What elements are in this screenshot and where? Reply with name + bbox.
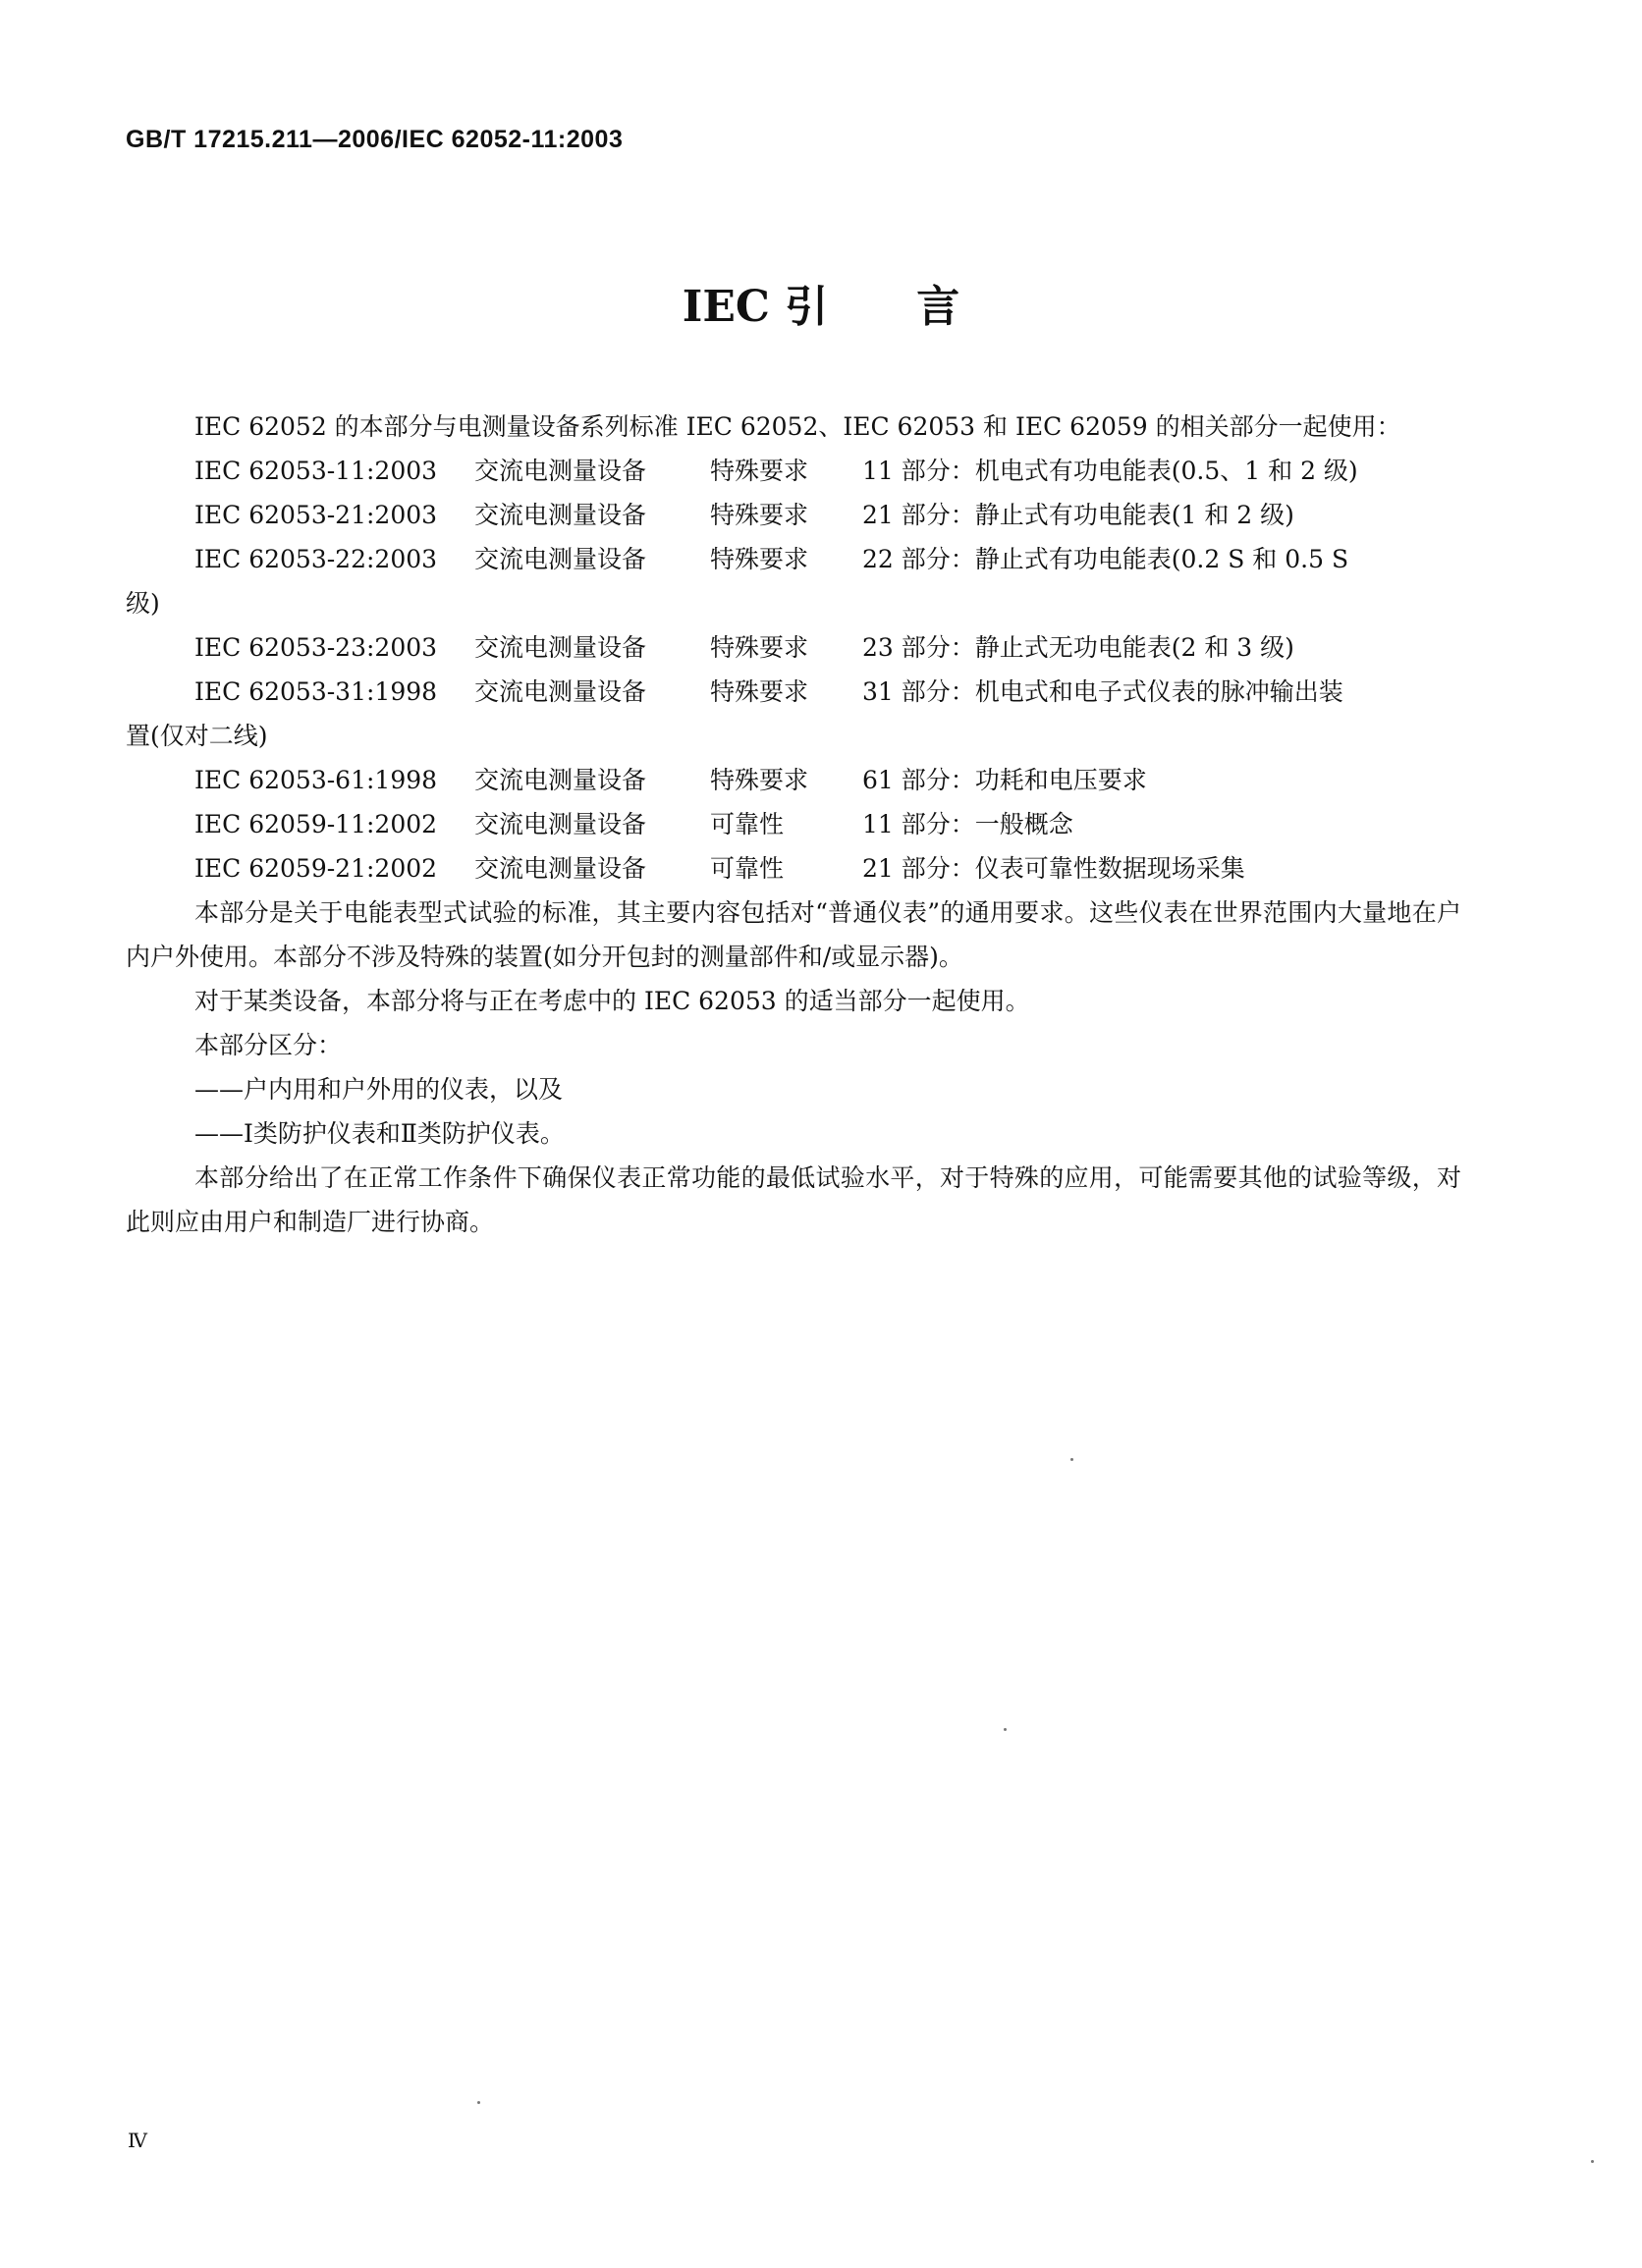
standard-description: 23 部分：静止式无功电能表(2 和 3 级) [862, 633, 1294, 662]
page-number: Ⅳ [128, 2129, 147, 2152]
test-level-paragraph: 本部分给出了在正常工作条件下确保仪表正常功能的最低试验水平，对于特殊的应用，可能需要其他的试验等级，对此则应由用户和制造厂进行协商。 [126, 1163, 1461, 1236]
dash-item: ——Ⅰ类防护仪表和Ⅱ类防护仪表。 [194, 1119, 565, 1148]
standard-row [126, 493, 1461, 537]
standard-description-continuation: 置(仅对二线) [126, 722, 268, 750]
document-body [126, 405, 1461, 1244]
standard-row [126, 802, 1461, 846]
scan-speck [477, 2101, 480, 2104]
standard-row [126, 449, 1461, 493]
standard-row [126, 758, 1461, 802]
distinction-paragraph: 本部分区分： [194, 1031, 343, 1059]
standard-category: 交流电测量设备 [474, 501, 647, 529]
standard-code: IEC 62053-61:1998 [194, 766, 438, 794]
standard-requirement: 可靠性 [710, 810, 785, 838]
standard-description: 22 部分：静止式有功电能表(0.2 S 和 0.5 S [862, 545, 1349, 573]
standard-description: 21 部分：静止式有功电能表(1 和 2 级) [862, 501, 1294, 529]
standard-row [126, 670, 1461, 758]
standard-category: 交流电测量设备 [474, 766, 647, 794]
standard-category: 交流电测量设备 [474, 633, 647, 662]
standard-category: 交流电测量设备 [474, 457, 647, 485]
scope-paragraph: 本部分是关于电能表型式试验的标准，其主要内容包括对“普通仪表”的通用要求。这些仪表在世界范围内大量地在户内户外使用。本部分不涉及特殊的装置(如分开包封的测量部件和/或显示器)。 [126, 898, 1461, 971]
standard-code: IEC 62053-11:2003 [194, 457, 438, 485]
standard-code: IEC 62053-23:2003 [194, 633, 438, 662]
standard-description: 11 部分：机电式有功电能表(0.5、1 和 2 级) [862, 457, 1358, 485]
dash-item: ——户内用和户外用的仪表，以及 [194, 1075, 564, 1104]
standard-category: 交流电测量设备 [474, 677, 647, 706]
standard-requirement: 特殊要求 [710, 766, 809, 794]
standard-code: IEC 62059-11:2002 [194, 810, 438, 838]
scan-speck [1004, 1728, 1007, 1731]
standard-description: 11 部分：一般概念 [862, 810, 1073, 838]
standard-requirement: 特殊要求 [710, 457, 809, 485]
title-part-1: IEC 引 [682, 282, 829, 332]
standard-requirement: 特殊要求 [710, 677, 809, 706]
standard-code: IEC 62053-22:2003 [194, 545, 438, 573]
standard-category: 交流电测量设备 [474, 545, 647, 573]
standard-category: 交流电测量设备 [474, 854, 647, 883]
standard-requirement: 特殊要求 [710, 545, 809, 573]
intro-paragraph: IEC 62052 的本部分与电测量设备系列标准 IEC 62052、IEC 62053 和 IEC 62059 的相关部分一起使用： [194, 412, 1401, 441]
standard-row [126, 846, 1461, 891]
standard-requirement: 可靠性 [710, 854, 785, 883]
standard-description: 61 部分：功耗和电压要求 [862, 766, 1147, 794]
standard-row [126, 537, 1461, 625]
standard-description-continuation: 级) [126, 589, 160, 618]
standard-row [126, 625, 1461, 670]
standard-code: IEC 62053-21:2003 [194, 501, 438, 529]
page-title [0, 271, 1642, 334]
standard-category: 交流电测量设备 [474, 810, 647, 838]
standard-code-header: GB/T 17215.211—2006/IEC 62052-11:2003 [126, 126, 624, 153]
usage-paragraph: 对于某类设备，本部分将与正在考虑中的 IEC 62053 的适当部分一起使用。 [194, 987, 1030, 1015]
scan-speck [1070, 1458, 1073, 1461]
scan-speck [1591, 2160, 1594, 2163]
standard-description: 21 部分：仪表可靠性数据现场采集 [862, 854, 1245, 883]
title-part-2: 言 [916, 282, 960, 332]
standard-requirement: 特殊要求 [710, 633, 809, 662]
standard-code: IEC 62053-31:1998 [194, 677, 438, 706]
standard-requirement: 特殊要求 [710, 501, 809, 529]
standard-code: IEC 62059-21:2002 [194, 854, 438, 883]
standard-description: 31 部分：机电式和电子式仪表的脉冲输出装 [862, 677, 1343, 706]
